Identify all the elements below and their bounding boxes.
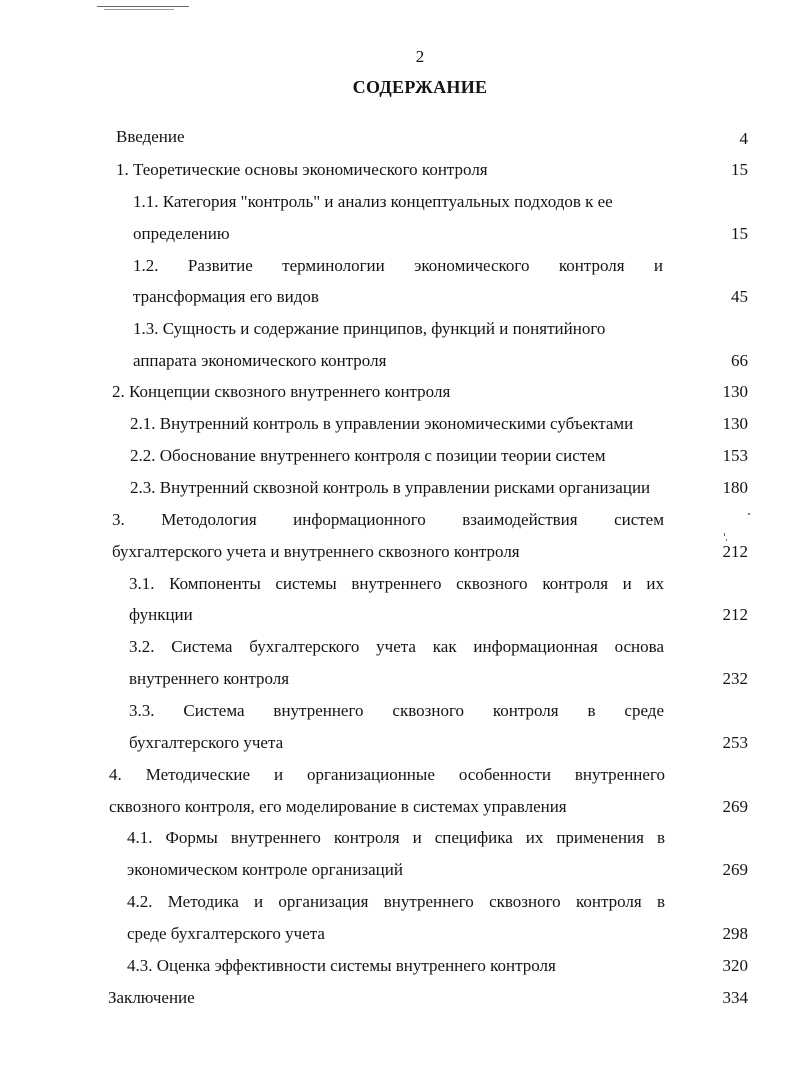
toc-entry-section-1-2-cont: трансформация его видов <box>133 287 319 306</box>
toc-page-section-1-2: 45 <box>731 287 748 306</box>
toc-page-intro: 4 <box>739 129 748 148</box>
scan-speck <box>724 533 725 536</box>
toc-entry-chapter-3-cont: бухгалтерского учета и внутреннего сквозного контроля <box>112 542 520 561</box>
toc-entry-section-3-1: 3.1. Компоненты системы внутреннего сквозного контроля и их <box>129 574 664 593</box>
toc-page-chapter-3: 212 <box>722 542 748 561</box>
toc-page-section-3-1: 212 <box>722 605 748 624</box>
toc-entry-section-3-1-cont: функции <box>129 605 193 624</box>
toc-entry-section-2-2: 2.2. Обоснование внутреннего контроля с позиции теории систем <box>130 446 606 465</box>
toc-page-chapter-4: 269 <box>722 797 748 816</box>
toc-entry-section-1-3-cont: аппарата экономического контроля <box>133 351 387 370</box>
toc-entry-section-1-1-cont: определению <box>133 224 230 243</box>
toc-entry-section-3-2: 3.2. Система бухгалтерского учета как информационная основа <box>129 637 664 656</box>
toc-page-chapter-2: 130 <box>722 382 748 401</box>
toc-entry-section-4-2-cont: среде бухгалтерского учета <box>127 924 325 943</box>
toc-entry-section-3-2-cont: внутреннего контроля <box>129 669 290 688</box>
toc-entry-section-1-1: 1.1. Категория "контроль" и анализ концептуальных подходов к ее <box>133 192 613 211</box>
toc-entry-section-3-3-cont: бухгалтерского учета <box>129 733 284 752</box>
toc-page-section-4-2: 298 <box>722 924 748 943</box>
toc-entry-section-1-3: 1.3. Сущность и содержание принципов, функций и понятийного <box>133 319 606 338</box>
toc-page-section-1-3: 66 <box>731 351 748 370</box>
toc-entry-section-4-3: 4.3. Оценка эффективности системы внутреннего контроля <box>127 956 556 975</box>
toc-page-section-4-1: 269 <box>722 860 748 879</box>
toc-page-section-3-3: 253 <box>722 733 748 752</box>
toc-page-section-1-1: 15 <box>731 224 748 243</box>
toc-entry-section-1-2: 1.2. Развитие терминологии экономического контроля и <box>133 256 663 275</box>
page-title: СОДЕРЖАНИЕ <box>352 77 488 97</box>
toc-entry-intro: Введение <box>116 127 185 146</box>
scan-speck <box>748 513 750 515</box>
toc-entry-section-3-3: 3.3. Система внутреннего сквозного контроля в среде <box>129 701 664 720</box>
scan-speck <box>726 539 727 541</box>
toc-entry-chapter-4: 4. Методические и организационные особенности внутреннего <box>109 765 665 784</box>
toc-page-section-2-2: 153 <box>722 446 748 465</box>
toc-page-chapter-1: 15 <box>731 160 748 179</box>
toc-entry-conclusion: Заключение <box>108 988 195 1007</box>
toc-page-section-2-3: 180 <box>722 478 748 497</box>
toc-entry-chapter-1: 1. Теоретические основы экономического контроля <box>116 160 488 179</box>
toc-entry-chapter-2: 2. Концепции сквозного внутреннего контроля <box>112 382 451 401</box>
toc-entry-section-2-3: 2.3. Внутренний сквозной контроль в управлении рисками организации <box>130 478 651 497</box>
toc-entry-chapter-3: 3. Методология информационного взаимодействия систем <box>112 510 664 529</box>
toc-entry-section-4-1-cont: экономическом контроле организаций <box>127 860 403 879</box>
toc-entry-chapter-4-cont: сквозного контроля, его моделирование в системах управления <box>109 797 567 816</box>
toc-entry-section-2-1: 2.1. Внутренний контроль в управлении экономическими субъектами <box>130 414 634 433</box>
toc-page-section-2-1: 130 <box>722 414 748 433</box>
page-number: 2 <box>415 47 425 66</box>
toc-page-section-3-2: 232 <box>722 669 748 688</box>
toc-page-section-4-3: 320 <box>722 956 748 975</box>
toc-entry-section-4-2: 4.2. Методика и организация внутреннего сквозного контроля в <box>127 892 665 911</box>
toc-page-conclusion: 334 <box>722 988 748 1007</box>
toc-entry-section-4-1: 4.1. Формы внутреннего контроля и специфика их применения в <box>127 828 665 847</box>
